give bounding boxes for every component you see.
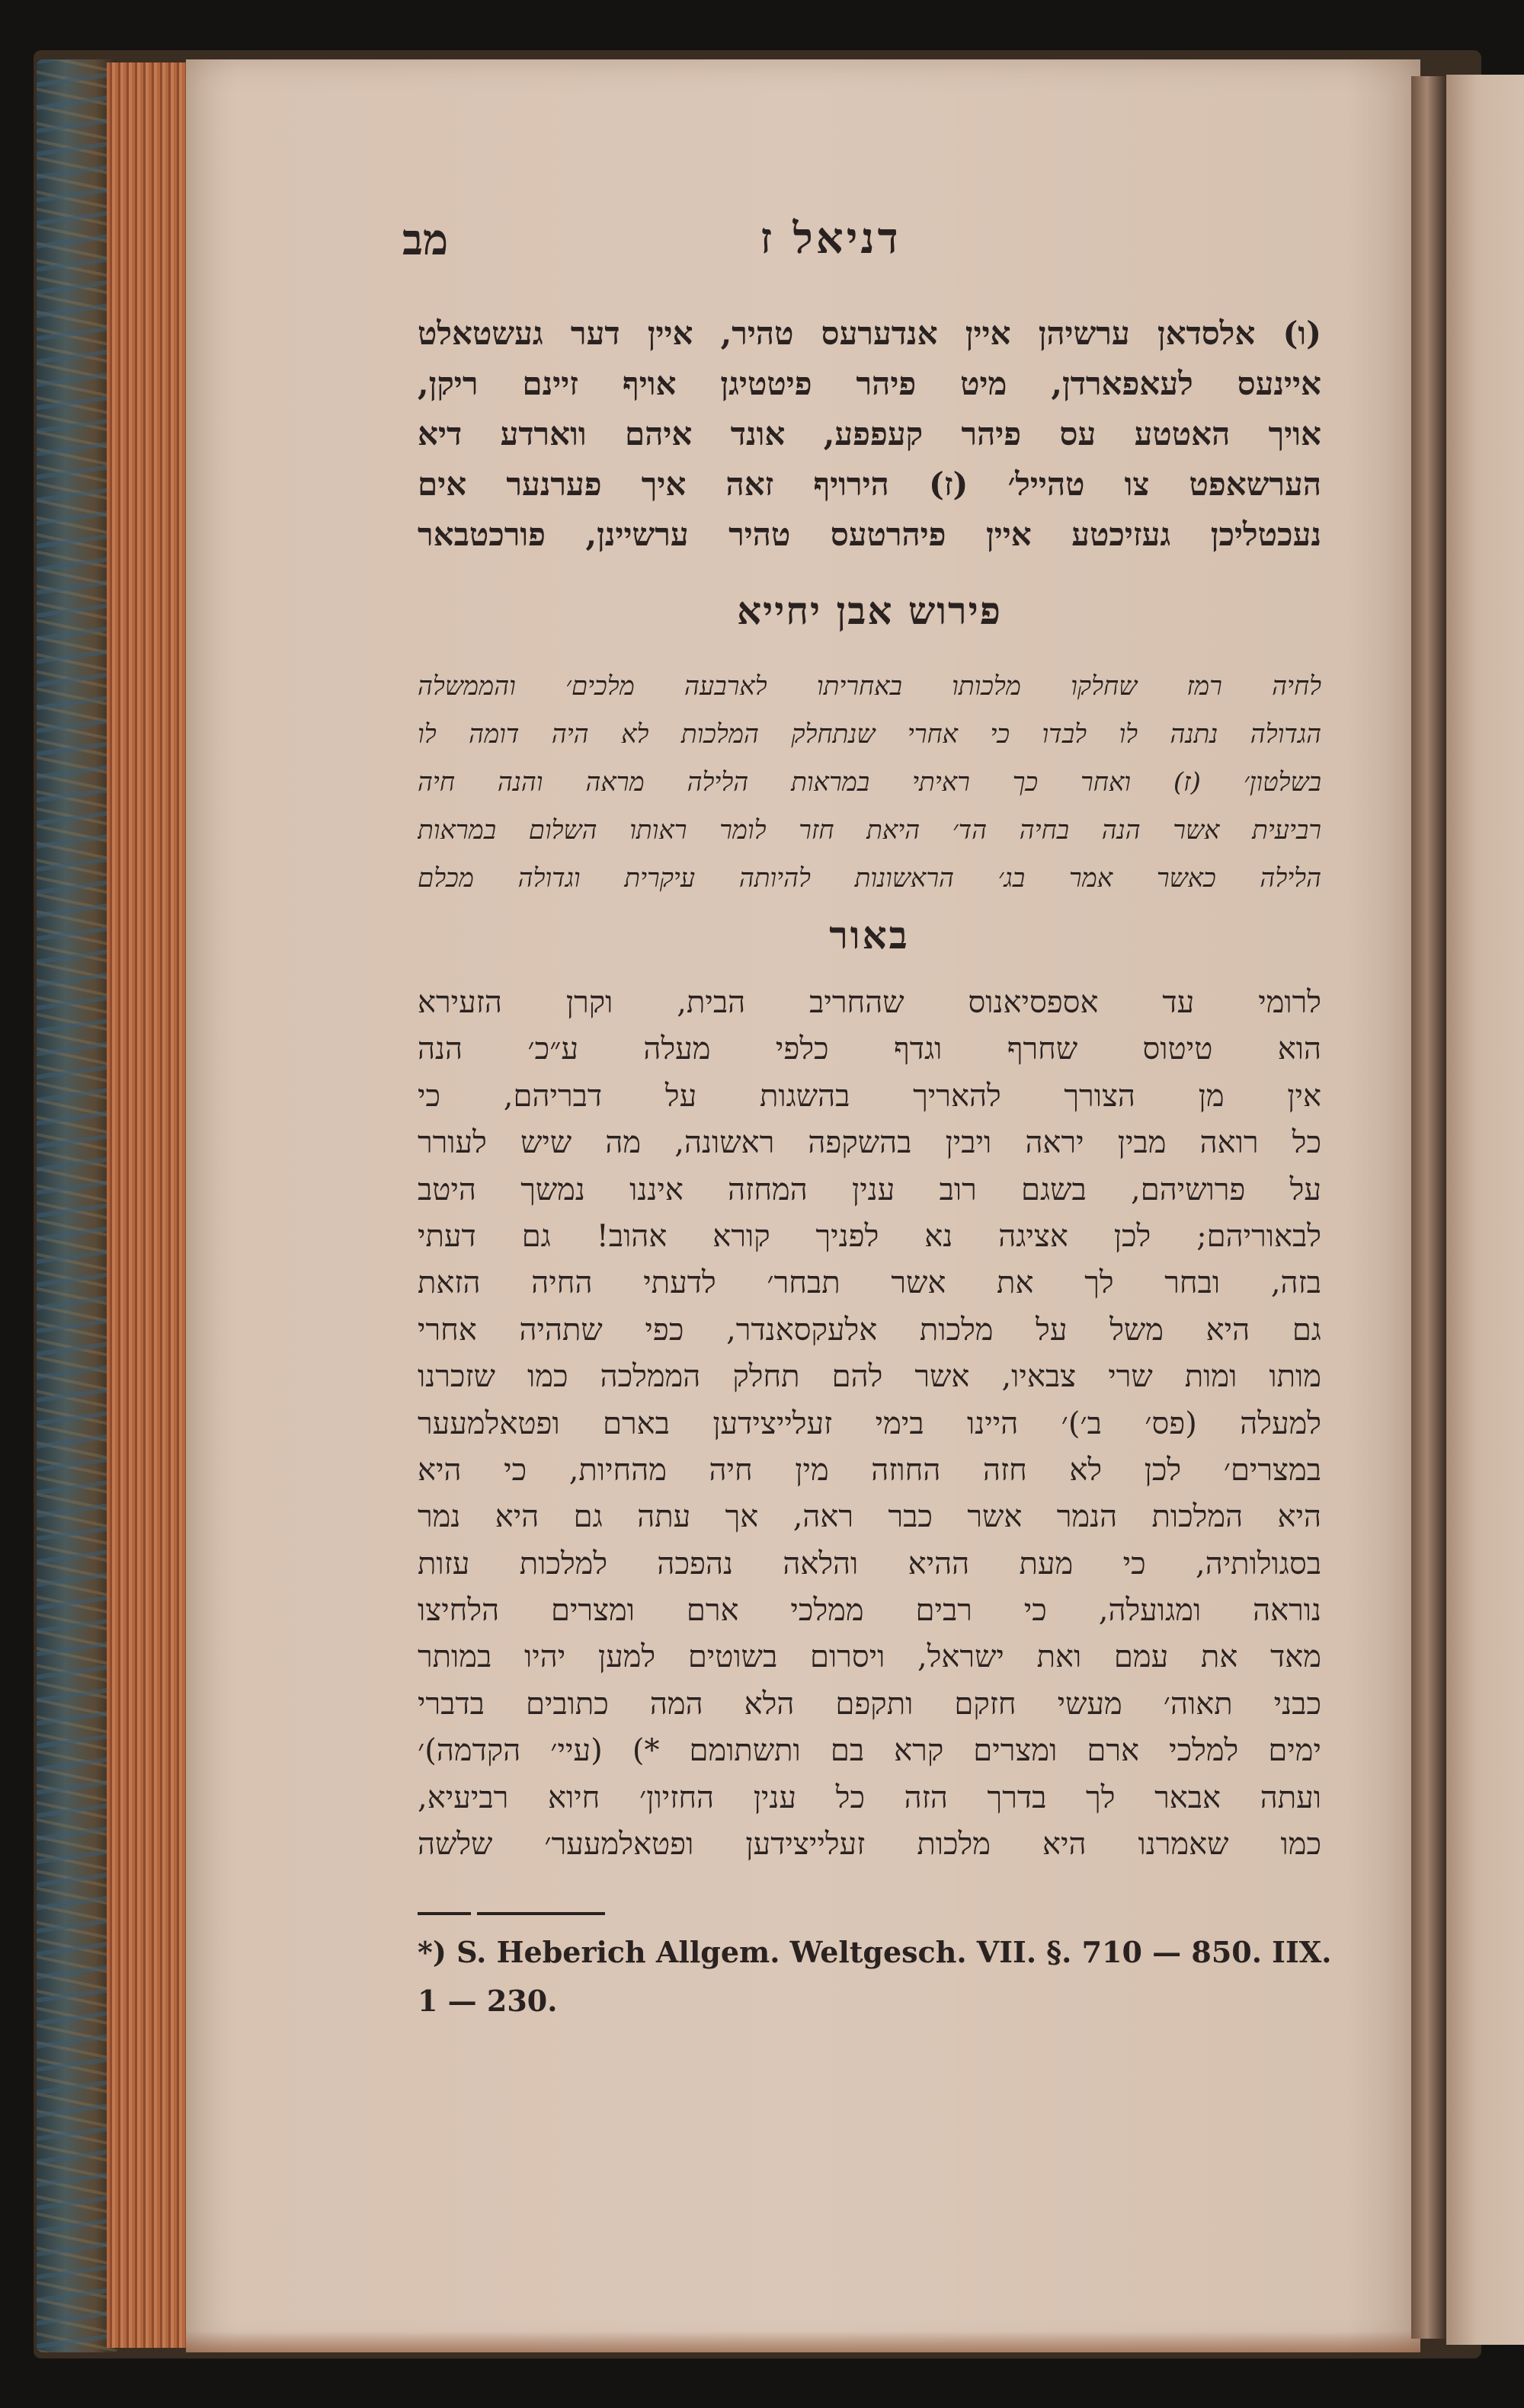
text-line: לבאוריהם; לכן אציגה נא לפניך קורא אהוב! גם דעתי [418,1218,1321,1254]
text-line: מותו ומות שרי צבאיו, אשר להם תחלק הממלכה כמו שזכרנו [418,1359,1321,1395]
text-line: ימים למלכי ארם ומצרים קרא בם ותשתומם *) (עיי׳ הקדמה)׳ [418,1733,1321,1769]
section-heading-ibn-yahya: פירוש אבן יחייא [737,588,1002,633]
page-bottom-edge [186,2331,1420,2352]
text-line: רביעית אשר הנה בחיה הד׳ היאת חזר לומר ראותו השלום במראות [418,815,1321,846]
text-line: כמו שאמרנו היא מלכות זעלייצידען ופטאלמעער׳ שלשה [418,1827,1321,1863]
text-line: על פרושיהם, בשגם רוב ענין המחזה איננו נמשך היטב [418,1172,1321,1207]
text-line: במצרים׳ לכן לא חזה החוזה מין חיה מהחיות, כי היא [418,1452,1321,1488]
text-line: (ו) אלסדאן ערשיהן איין אנדערעס טהיר, איין דער געשטאלט [418,315,1321,352]
text-line: אין מן הצורך להאריך בהשגות על דבריהם, כי [418,1078,1321,1114]
text-line: הלילה כאשר אמר בג׳ הראשונות להיותה עיקרית וגדולה מכלם [418,863,1321,894]
text-line: נוראה ומגועלה, כי רבים ממלכי ארם ומצרים הלחיצו [418,1593,1321,1629]
section-heading-biur: באור [829,913,910,958]
text-line: למעלה (פס׳ ב׳)׳ היינו בימי זעלייצידען בארם ופטאלמעער [418,1405,1321,1441]
text-line: כל רואה מבין יראה ויבין בהשקפה ראשונה, מה שיש לעורר [418,1125,1321,1161]
text-line: הערשאפט צו טהייל׳ (ז) הירויף זאה איך פערנער אים [418,465,1321,503]
footnote-line: 1 — 230. [418,1984,558,2018]
page-number: מב [402,215,449,265]
facing-page [1446,75,1524,2345]
ibn-yahya-commentary [418,663,1321,903]
text-line: הגדולה נתנה לו לבדו כי אחרי שנתחלק המלכות לא היה דומה לו [418,719,1321,750]
footnote-line: *) S. Heberich Allgem. Weltgesch. VII. §. 710 — 850. IIX. [418,1935,1332,1969]
text-line: כבני תאוה׳ מעשי חזקם ותקפם הלא המה כתובים בדברי [418,1686,1321,1722]
footnote-rule [477,1912,605,1915]
text-line: לחיה רמז שחלקו מלכותו באחריתו לארבעה מלכים׳ והממשלה [418,671,1321,702]
footnote-rule [418,1912,471,1915]
text-line: בשלטון׳ (ז) ואחר כך ראיתי במראות הלילה מראה והנה חיה [418,767,1321,798]
biur-commentary [418,980,1321,1868]
text-line: הוא טיטוס שחרף וגדף כלפי מעלה ע״כ׳ הנה [418,1031,1321,1067]
yiddish-translation [418,309,1321,560]
text-line: גם היא משל על מלכות אלעקסאנדר, כפי שתהיה אחרי [418,1312,1321,1348]
page-edges [107,62,190,2348]
text-line: לרומי עד אספסיאנוס שהחריב הבית, וקרן הזעירא [418,985,1321,1020]
text-line: מאד את עמם ואת ישראל, ויסרום בשוטים למען יהיו במותר [418,1639,1321,1675]
text-line: איינעס לעאפארדן, מיט פיהר פיטטיגן אויף זיינם ריקן, [418,365,1321,402]
running-header-title: דניאל ז [760,213,901,264]
text-line: נעכטליכן געזיכטע איין פיהרטעס טהיר ערשיינן, פורכטבאר [418,516,1321,553]
text-line: בזה, ובחר לך את אשר תבחר׳ לדעתי החיה הזאת [418,1265,1321,1301]
book-gutter [1411,76,1446,2339]
text-line: ועתה אבאר לך בדרך הזה כל ענין החזיון׳ חיוא רביעיא, [418,1780,1321,1815]
text-line: בסגולותיה, כי מעת ההיא והלאה נהפכה למלכות עזות [418,1546,1321,1581]
text-line: אויך האטטע עס פיהר קעפפע, אונד איהם ווארדע דיא [418,415,1321,452]
text-line: היא המלכות הנמר אשר כבר ראה, אך עתה גם היא נמר [418,1499,1321,1535]
